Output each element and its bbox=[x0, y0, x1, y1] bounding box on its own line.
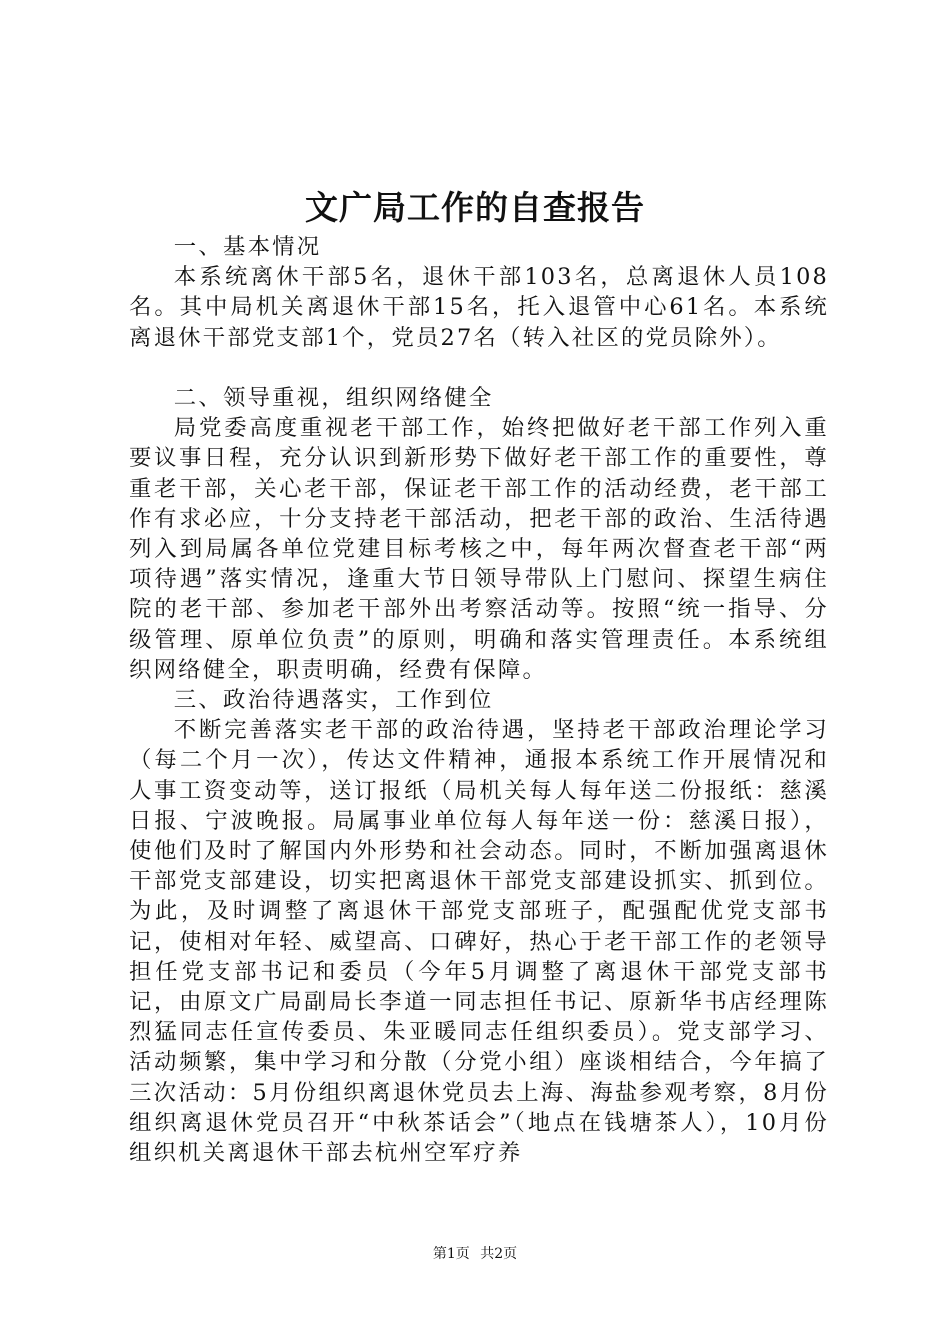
page-total: 共2页 bbox=[480, 1246, 518, 1262]
body-paragraph: 本系统离休干部5名，退休干部103名，总离退休人员108名。其中局机关离退休干部15名，托入退管中心61名。本系统离退休干部党支部1个，党员27名（转入社区的党员除外）。 bbox=[129, 264, 829, 351]
section-heading: 三、政治待遇落实，工作到位 bbox=[173, 687, 494, 714]
page-footer bbox=[0, 1244, 950, 1264]
body-paragraph: 不断完善落实老干部的政治待遇，坚持老干部政治理论学习（每二个月一次），传达文件精神，通报本系统工作开展情况和人事工资变动等，送订报纸（局机关每人每年送二份报纸：慈溪日报、宁波晚报。局属事业单位每人每年送一份：慈溪日报），使他们及时了解国内外形势和社会动态。同时，不断加强离退休干部党支部建设，切实把离退休干部党支部建设抓实、抓到位。为此，及时调整了离退休干部党支部班子，配强配优党支部书记，使相对年轻、威望高、口碑好，热心于老干部工作的老领导担任党支部书记和委员（今年5月调整了离退休干部党支部书记，由原文广局副局长李道一同志担任书记、原新华书店经理陈烈猛同志任宣传委员、朱亚暖同志任组织委员）。党支部学习、活动频繁，集中学习和分散（分党小组）座谈相结合，今年搞了三次活动：5月份组织离退休党员去上海、海盐参观考察，8月份组织离退休党员召开“中秋茶话会”（地点在钱塘茶人），10月份组织机关离退休干部去杭州空军疗养 bbox=[129, 717, 829, 1167]
document-title: 文广局工作的自查报告 bbox=[305, 188, 645, 227]
document-body bbox=[129, 232, 829, 1168]
section-heading: 一、基本情况 bbox=[173, 234, 322, 260]
body-paragraph: 局党委高度重视老干部工作，始终把做好老干部工作列入重要议事日程，充分认识到新形势下做好老干部工作的重要性，尊重老干部，关心老干部，保证老干部工作的活动经费，老干部工作有求必应，十分支持老干部活动，把老干部的政治、生活待遇列入到局属各单位党建目标考核之中，每年两次督查老干部“两项待遇”落实情况，逢重大节日领导带队上门慰问、探望生病住院的老干部、参加老干部外出考察活动等。按照“统一指导、分级管理、原单位负责”的原则，明确和落实管理责任。本系统组织网络健全，职责明确，经费有保障。 bbox=[129, 415, 829, 683]
page-number: 第1页 bbox=[432, 1246, 470, 1262]
section-heading: 二、领导重视，组织网络健全 bbox=[173, 385, 494, 411]
